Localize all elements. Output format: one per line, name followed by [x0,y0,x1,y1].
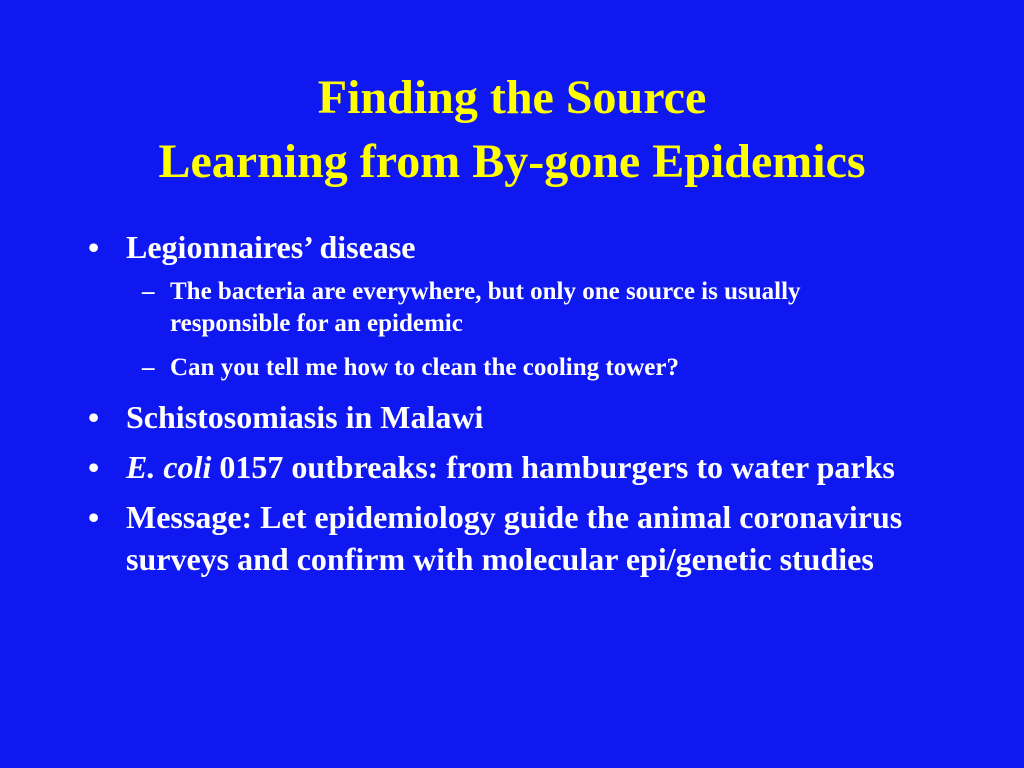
dash-marker-icon: – [142,278,155,305]
bullet-list [88,226,988,588]
bullet-text: Message: Let epidemiology guide the animal coronavirus surveys and confirm with molecular epi/genetic studies [126,499,903,577]
bullet-item-message [88,496,988,580]
sub-bullet-text: The bacteria are everywhere, but only one source is usually responsible for an epidemic [170,278,801,337]
bullet-text: Legionnaires’ disease [126,229,416,265]
sub-bullet-item [134,276,870,340]
bullet-marker-icon: • [88,229,100,265]
bullet-text: Schistosomiasis in Malawi [126,399,484,435]
bullet-item-ecoli [88,446,988,488]
bullet-marker-icon: • [88,499,100,535]
title-line-2: Learning from By-gone Epidemics [158,135,866,188]
sub-bullet-list [88,276,988,384]
bullet-italic-prefix: E. coli [126,449,212,485]
title-line-1: Finding the Source [317,71,707,124]
sub-bullet-text: Can you tell me how to clean the cooling tower? [170,354,679,381]
sub-bullet-item [134,352,870,384]
bullet-item-legionnaires [88,226,988,268]
bullet-marker-icon: • [88,449,100,485]
bullet-marker-icon: • [88,399,100,435]
bullet-text: 0157 outbreaks: from hamburgers to water parks [211,449,895,485]
slide-title [0,66,1024,194]
dash-marker-icon: – [142,354,155,381]
bullet-item-schistosomiasis [88,396,988,438]
